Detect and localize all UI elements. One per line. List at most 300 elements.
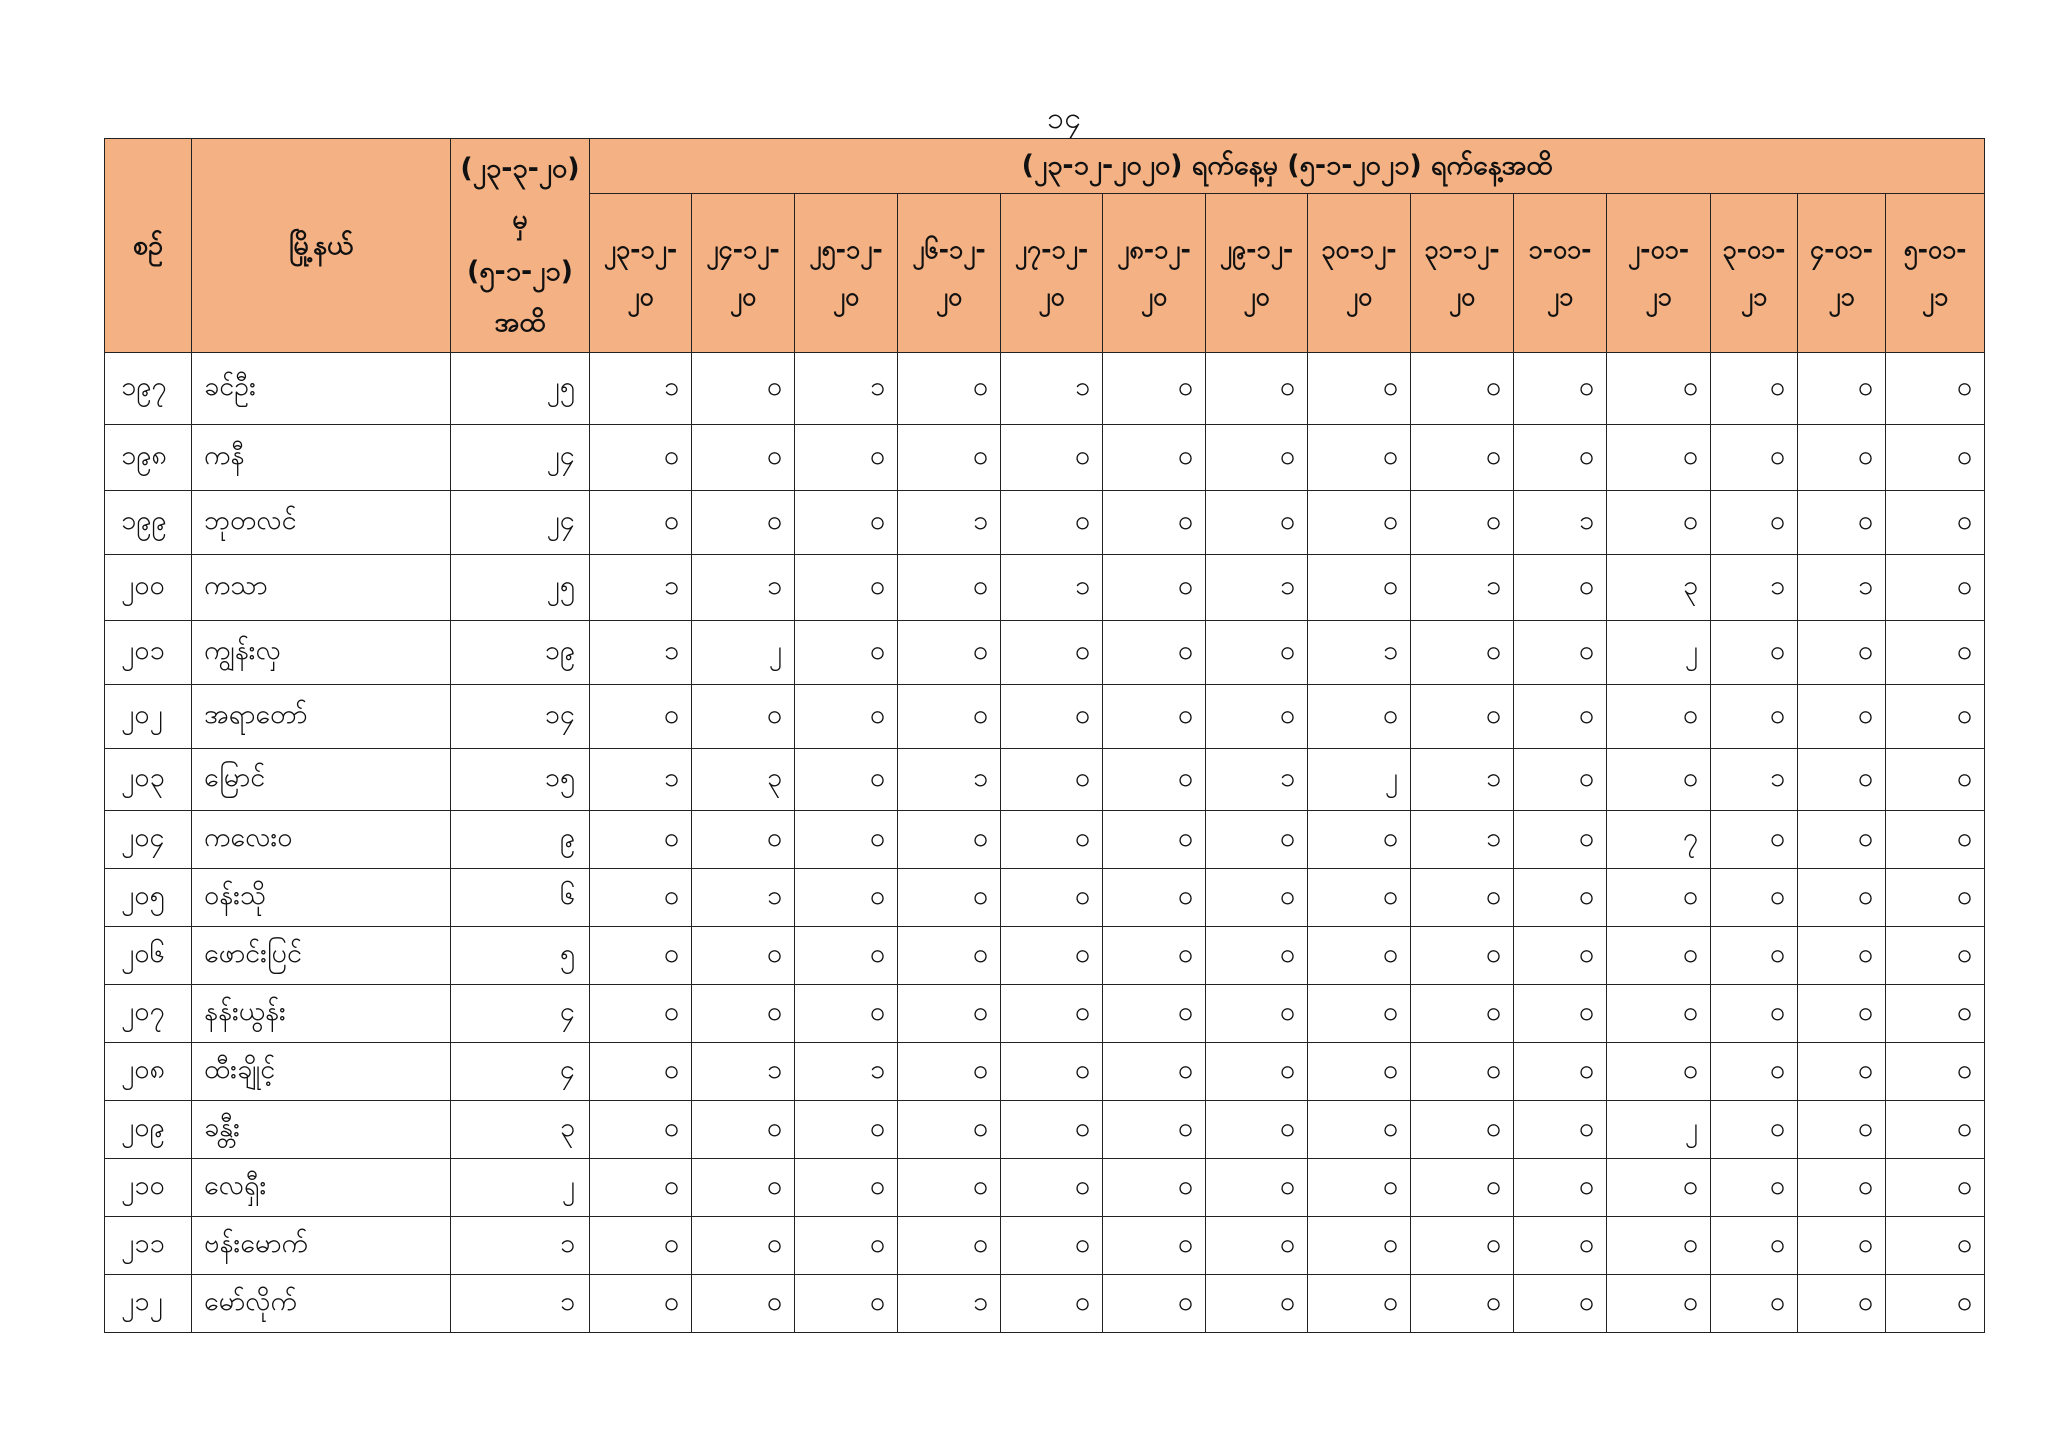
- township-cell: နန်းယွန်း: [192, 985, 451, 1043]
- daily-count-cell: ၀: [1607, 491, 1711, 555]
- township-cell: ကျွန်းလှ: [192, 621, 451, 685]
- table-row: [105, 425, 1985, 491]
- daily-count-cell: ၀: [1308, 685, 1411, 749]
- daily-count-cell: ၀: [1886, 685, 1985, 749]
- township-header: မြို့နယ်: [192, 139, 451, 353]
- date-header: [590, 194, 692, 353]
- daily-count-cell: ၀: [1514, 869, 1607, 927]
- serial-cell: ၂၀၂: [105, 685, 192, 749]
- daily-count-cell: ၀: [1798, 491, 1886, 555]
- date-header-line: ၂၇-၁၂-: [1014, 234, 1089, 264]
- table-row: [105, 1275, 1985, 1333]
- daily-count-cell: ၀: [1001, 685, 1103, 749]
- daily-count-cell: ၀: [1886, 425, 1985, 491]
- daily-count-cell: ၇: [1607, 811, 1711, 869]
- daily-count-cell: ၀: [692, 491, 795, 555]
- daily-count-cell: ၀: [1308, 927, 1411, 985]
- daily-count-cell: ၀: [795, 1159, 898, 1217]
- daily-count-cell: ၀: [692, 1275, 795, 1333]
- date-header-line: ၂၃-၁၂-: [603, 234, 678, 264]
- daily-count-cell: ၀: [590, 869, 692, 927]
- daily-count-cell: ၀: [590, 1159, 692, 1217]
- daily-count-cell: ၀: [1798, 869, 1886, 927]
- daily-count-cell: ၁: [1411, 555, 1514, 621]
- daily-count-cell: ၀: [1798, 985, 1886, 1043]
- daily-count-cell: ၀: [692, 985, 795, 1043]
- daily-count-cell: ၀: [1798, 927, 1886, 985]
- daily-count-cell: ၀: [1607, 985, 1711, 1043]
- table-row: [105, 491, 1985, 555]
- daily-count-cell: ၀: [1308, 1275, 1411, 1333]
- daily-count-cell: ၀: [590, 927, 692, 985]
- daily-count-cell: ၀: [1886, 1043, 1985, 1101]
- daily-count-cell: ၀: [1308, 1043, 1411, 1101]
- daily-count-cell: ၀: [1514, 985, 1607, 1043]
- total-cell: ၁၄: [451, 685, 590, 749]
- table-row: [105, 811, 1985, 869]
- daily-count-cell: ၀: [1711, 685, 1798, 749]
- daily-count-cell: ၀: [1001, 811, 1103, 869]
- daily-count-cell: ၀: [590, 1101, 692, 1159]
- total-cell: ၅: [451, 927, 590, 985]
- daily-count-cell: ၀: [1308, 491, 1411, 555]
- daily-count-cell: ၀: [1001, 927, 1103, 985]
- date-header: [1711, 194, 1798, 353]
- date-header: [1886, 194, 1985, 353]
- daily-count-cell: ၀: [1206, 353, 1308, 425]
- daily-count-cell: ၀: [898, 985, 1001, 1043]
- daily-count-cell: ၀: [1711, 491, 1798, 555]
- daily-count-cell: ၂: [1607, 621, 1711, 685]
- daily-count-cell: ၀: [795, 1101, 898, 1159]
- total-header-line: (၂၃-၃-၂၀): [460, 152, 580, 184]
- daily-count-cell: ၀: [1103, 985, 1206, 1043]
- daily-count-cell: ၀: [1411, 927, 1514, 985]
- daily-count-cell: ၁: [1001, 555, 1103, 621]
- daily-count-cell: ၀: [692, 1101, 795, 1159]
- daily-count-cell: ၀: [1411, 1217, 1514, 1275]
- table-row: [105, 685, 1985, 749]
- daily-count-cell: ၀: [1711, 1043, 1798, 1101]
- daily-count-cell: ၀: [1886, 1275, 1985, 1333]
- covid-cases-table: [104, 138, 1985, 1333]
- date-header-line: ၂-၀၁-: [1627, 234, 1690, 264]
- daily-count-cell: ၁: [795, 353, 898, 425]
- date-header-line: ၂၄-၁၂-: [706, 234, 780, 264]
- date-header: [1411, 194, 1514, 353]
- daily-count-cell: ၀: [1103, 353, 1206, 425]
- daily-count-cell: ၀: [1308, 555, 1411, 621]
- period-header: (၂၃-၁၂-၂၀၂၀) ရက်နေ့မှ (၅-၁-၂၀၂၁) ရက်နေ့အထိ: [590, 139, 1985, 194]
- table-row: [105, 621, 1985, 685]
- daily-count-cell: ၀: [1798, 749, 1886, 811]
- date-header: [692, 194, 795, 353]
- daily-count-cell: ၀: [898, 1043, 1001, 1101]
- daily-count-cell: ၀: [1798, 425, 1886, 491]
- page-number: ၁၄: [1047, 101, 1081, 136]
- daily-count-cell: ၀: [1607, 1043, 1711, 1101]
- serial-cell: ၂၀၃: [105, 749, 192, 811]
- daily-count-cell: ၀: [795, 1217, 898, 1275]
- daily-count-cell: ၀: [1206, 1101, 1308, 1159]
- daily-count-cell: ၀: [1886, 491, 1985, 555]
- township-cell: လေရှီး: [192, 1159, 451, 1217]
- date-header: [1308, 194, 1411, 353]
- daily-count-cell: ၀: [1103, 425, 1206, 491]
- daily-count-cell: ၀: [898, 685, 1001, 749]
- daily-count-cell: ၁: [1711, 749, 1798, 811]
- daily-count-cell: ၀: [590, 1043, 692, 1101]
- daily-count-cell: ၀: [1514, 1275, 1607, 1333]
- daily-count-cell: ၀: [1711, 811, 1798, 869]
- daily-count-cell: ၀: [1103, 1101, 1206, 1159]
- total-cell: ၄: [451, 1043, 590, 1101]
- daily-count-cell: ၀: [1001, 621, 1103, 685]
- daily-count-cell: ၀: [1103, 1217, 1206, 1275]
- serial-cell: ၂၀၄: [105, 811, 192, 869]
- daily-count-cell: ၀: [590, 1275, 692, 1333]
- daily-count-cell: ၀: [1411, 869, 1514, 927]
- total-cell: ၂၄: [451, 491, 590, 555]
- date-header-line: ၂၀: [1243, 282, 1270, 311]
- daily-count-cell: ၀: [1886, 749, 1985, 811]
- daily-count-cell: ၀: [692, 1217, 795, 1275]
- daily-count-cell: ၀: [1607, 869, 1711, 927]
- daily-count-cell: ၀: [1001, 1101, 1103, 1159]
- daily-count-cell: ၀: [1411, 1159, 1514, 1217]
- township-cell: ဝန်းသို: [192, 869, 451, 927]
- daily-count-cell: ၁: [1514, 491, 1607, 555]
- daily-count-cell: ၀: [898, 869, 1001, 927]
- daily-count-cell: ၀: [1103, 749, 1206, 811]
- daily-count-cell: ၀: [898, 1101, 1001, 1159]
- daily-count-cell: ၀: [590, 1217, 692, 1275]
- township-cell: မြောင်: [192, 749, 451, 811]
- total-cell: ၂၄: [451, 425, 590, 491]
- daily-count-cell: ၀: [1798, 1159, 1886, 1217]
- township-cell: ဗန်းမောက်: [192, 1217, 451, 1275]
- total-header-line: (၅-၁-၂၁): [467, 255, 573, 287]
- total-cell: ၂၅: [451, 353, 590, 425]
- daily-count-cell: ၀: [1798, 353, 1886, 425]
- daily-count-cell: ၀: [898, 1217, 1001, 1275]
- daily-count-cell: ၁: [1798, 555, 1886, 621]
- serial-cell: ၂၀၁: [105, 621, 192, 685]
- total-cell: ၁၉: [451, 621, 590, 685]
- daily-count-cell: ၀: [1798, 811, 1886, 869]
- daily-count-cell: ၀: [1798, 621, 1886, 685]
- date-header-line: ၃၀-၁၂-: [1321, 234, 1397, 264]
- daily-count-cell: ၀: [1607, 425, 1711, 491]
- daily-count-cell: ၀: [1206, 621, 1308, 685]
- daily-count-cell: ၁: [590, 749, 692, 811]
- daily-count-cell: ၀: [898, 555, 1001, 621]
- daily-count-cell: ၁: [590, 555, 692, 621]
- daily-count-cell: ၀: [898, 811, 1001, 869]
- daily-count-cell: ၁: [1001, 353, 1103, 425]
- total-cell: ၄: [451, 985, 590, 1043]
- serial-cell: ၂၀၇: [105, 985, 192, 1043]
- date-header-line: ၂၀: [729, 282, 757, 311]
- table-row: [105, 1217, 1985, 1275]
- daily-count-cell: ၀: [590, 811, 692, 869]
- daily-count-cell: ၂: [1607, 1101, 1711, 1159]
- daily-count-cell: ၁: [1411, 811, 1514, 869]
- daily-count-cell: ၀: [1411, 985, 1514, 1043]
- daily-count-cell: ၀: [1308, 1217, 1411, 1275]
- township-cell: ခန္တီး: [192, 1101, 451, 1159]
- date-header-line: ၂၁: [1546, 282, 1574, 311]
- daily-count-cell: ၀: [1607, 927, 1711, 985]
- date-header-line: ၂၆-၁၂-: [912, 234, 986, 264]
- daily-count-cell: ၀: [795, 555, 898, 621]
- daily-count-cell: ၀: [1798, 1101, 1886, 1159]
- daily-count-cell: ၁: [590, 621, 692, 685]
- daily-count-cell: ၀: [1514, 1159, 1607, 1217]
- daily-count-cell: ၀: [1711, 869, 1798, 927]
- total-header-line: အထိ: [494, 306, 546, 338]
- daily-count-cell: ၁: [1206, 555, 1308, 621]
- table-row: [105, 749, 1985, 811]
- daily-count-cell: ၀: [1607, 685, 1711, 749]
- daily-count-cell: ၀: [1411, 685, 1514, 749]
- daily-count-cell: ၀: [692, 927, 795, 985]
- date-header-line: ၃-၀၁-: [1722, 234, 1786, 264]
- serial-header: စဉ်: [105, 139, 192, 353]
- daily-count-cell: ၁: [1711, 555, 1798, 621]
- daily-count-cell: ၀: [1711, 621, 1798, 685]
- table-row: [105, 353, 1985, 425]
- daily-count-cell: ၀: [1711, 1217, 1798, 1275]
- daily-count-cell: ၀: [1886, 869, 1985, 927]
- serial-cell: ၂၀၆: [105, 927, 192, 985]
- daily-count-cell: ၀: [1206, 1217, 1308, 1275]
- daily-count-cell: ၀: [1886, 621, 1985, 685]
- daily-count-cell: ၀: [1514, 555, 1607, 621]
- daily-count-cell: ၀: [1308, 1101, 1411, 1159]
- table-row: [105, 869, 1985, 927]
- daily-count-cell: ၀: [1411, 1275, 1514, 1333]
- daily-count-cell: ၀: [1711, 425, 1798, 491]
- daily-count-cell: ၁: [898, 491, 1001, 555]
- serial-cell: ၁၉၈: [105, 425, 192, 491]
- daily-count-cell: ၀: [1607, 1159, 1711, 1217]
- serial-cell: ၁၉၇: [105, 353, 192, 425]
- date-header: [1798, 194, 1886, 353]
- serial-cell: ၂၀၈: [105, 1043, 192, 1101]
- township-cell: အရာတော်: [192, 685, 451, 749]
- daily-count-cell: ၃: [692, 749, 795, 811]
- date-header-line: ၂၅-၁၂-: [809, 234, 883, 264]
- daily-count-cell: ၀: [1001, 1159, 1103, 1217]
- daily-count-cell: ၀: [1411, 425, 1514, 491]
- daily-count-cell: ၁: [795, 1043, 898, 1101]
- daily-count-cell: ၀: [1001, 749, 1103, 811]
- daily-count-cell: ၀: [1886, 353, 1985, 425]
- daily-count-cell: ၀: [1103, 1043, 1206, 1101]
- serial-cell: ၂၁၂: [105, 1275, 192, 1333]
- total-header: [451, 139, 590, 353]
- daily-count-cell: ၀: [692, 425, 795, 491]
- daily-count-cell: ၀: [898, 353, 1001, 425]
- daily-count-cell: ၀: [1886, 985, 1985, 1043]
- total-cell: ၉: [451, 811, 590, 869]
- daily-count-cell: ၀: [1514, 749, 1607, 811]
- date-header-line: ၂၀: [627, 282, 654, 311]
- date-header-line: ၂၀: [832, 282, 860, 311]
- daily-count-cell: ၀: [1514, 425, 1607, 491]
- date-header: [795, 194, 898, 353]
- daily-count-cell: ၀: [1886, 1159, 1985, 1217]
- date-header-line: ၂၀: [935, 282, 963, 311]
- date-header-line: ၂၁: [1828, 282, 1855, 311]
- daily-count-cell: ၀: [1411, 1043, 1514, 1101]
- total-cell: ၂၅: [451, 555, 590, 621]
- township-cell: ဘုတလင်: [192, 491, 451, 555]
- daily-count-cell: ၀: [1308, 811, 1411, 869]
- daily-count-cell: ၀: [1607, 1217, 1711, 1275]
- total-cell: ၆: [451, 869, 590, 927]
- total-header-line: မှ: [512, 204, 528, 236]
- daily-count-cell: ၀: [1308, 869, 1411, 927]
- table-body: [105, 353, 1985, 1333]
- daily-count-cell: ၀: [1206, 811, 1308, 869]
- table-row: [105, 555, 1985, 621]
- table-row: [105, 1043, 1985, 1101]
- daily-count-cell: ၀: [1411, 621, 1514, 685]
- daily-count-cell: ၀: [795, 985, 898, 1043]
- daily-count-cell: ၀: [1798, 1275, 1886, 1333]
- daily-count-cell: ၀: [1308, 425, 1411, 491]
- daily-count-cell: ၀: [1711, 353, 1798, 425]
- daily-count-cell: ၀: [1206, 425, 1308, 491]
- daily-count-cell: ၁: [1206, 749, 1308, 811]
- date-header-line: ၂၀: [1448, 282, 1476, 311]
- date-header-line: ၄-၀၁-: [1810, 234, 1873, 264]
- daily-count-cell: ၀: [795, 927, 898, 985]
- date-header: [1514, 194, 1607, 353]
- daily-count-cell: ၀: [1514, 1101, 1607, 1159]
- date-header-line: ၂၀: [1345, 282, 1373, 311]
- daily-count-cell: ၀: [1711, 1101, 1798, 1159]
- daily-count-cell: ၀: [1001, 985, 1103, 1043]
- daily-count-cell: ၀: [898, 621, 1001, 685]
- daily-count-cell: ၀: [1886, 927, 1985, 985]
- daily-count-cell: ၁: [1411, 749, 1514, 811]
- daily-count-cell: ၃: [1607, 555, 1711, 621]
- daily-count-cell: ၀: [1103, 1275, 1206, 1333]
- daily-count-cell: ၁: [692, 1043, 795, 1101]
- daily-count-cell: ၀: [692, 685, 795, 749]
- date-header: [1607, 194, 1711, 353]
- daily-count-cell: ၀: [1206, 685, 1308, 749]
- total-cell: ၁: [451, 1217, 590, 1275]
- township-cell: ထီးချိုင့်: [192, 1043, 451, 1101]
- serial-cell: ၂၀၀: [105, 555, 192, 621]
- daily-count-cell: ၀: [795, 685, 898, 749]
- daily-count-cell: ၀: [1001, 1275, 1103, 1333]
- total-cell: ၁၅: [451, 749, 590, 811]
- date-header: [1001, 194, 1103, 353]
- daily-count-cell: ၀: [1308, 985, 1411, 1043]
- daily-count-cell: ၀: [590, 985, 692, 1043]
- serial-cell: ၂၁၁: [105, 1217, 192, 1275]
- daily-count-cell: ၀: [1308, 1159, 1411, 1217]
- daily-count-cell: ၀: [1206, 1043, 1308, 1101]
- daily-count-cell: ၀: [1711, 1275, 1798, 1333]
- daily-count-cell: ၀: [1607, 749, 1711, 811]
- daily-count-cell: ၀: [1798, 1043, 1886, 1101]
- table-header: [105, 139, 1985, 353]
- table-row: [105, 1159, 1985, 1217]
- serial-cell: ၂၀၅: [105, 869, 192, 927]
- date-header-line: ၃၁-၁၂-: [1424, 234, 1500, 264]
- daily-count-cell: ၀: [1514, 811, 1607, 869]
- table-row: [105, 985, 1985, 1043]
- daily-count-cell: ၀: [1103, 869, 1206, 927]
- date-header-line: ၂၁: [1740, 282, 1768, 311]
- daily-count-cell: ၀: [1886, 1217, 1985, 1275]
- daily-count-cell: ၀: [1886, 555, 1985, 621]
- daily-count-cell: ၁: [692, 869, 795, 927]
- daily-count-cell: ၀: [1514, 1043, 1607, 1101]
- daily-count-cell: ၀: [1206, 985, 1308, 1043]
- date-header-line: ၂၁: [1921, 282, 1949, 311]
- daily-count-cell: ၀: [692, 811, 795, 869]
- daily-count-cell: ၀: [1607, 1275, 1711, 1333]
- daily-count-cell: ၀: [795, 869, 898, 927]
- daily-count-cell: ၀: [590, 685, 692, 749]
- daily-count-cell: ၀: [898, 425, 1001, 491]
- daily-count-cell: ၀: [795, 811, 898, 869]
- daily-count-cell: ၀: [1798, 685, 1886, 749]
- table-row: [105, 1101, 1985, 1159]
- daily-count-cell: ၀: [590, 491, 692, 555]
- daily-count-cell: ၀: [1206, 1159, 1308, 1217]
- serial-cell: ၂၁၀: [105, 1159, 192, 1217]
- daily-count-cell: ၀: [1001, 425, 1103, 491]
- date-header-line: ၂၀: [1140, 282, 1168, 311]
- serial-cell: ၂၀၉: [105, 1101, 192, 1159]
- township-cell: မော်လိုက်: [192, 1275, 451, 1333]
- daily-count-cell: ၀: [1206, 491, 1308, 555]
- daily-count-cell: ၀: [1411, 353, 1514, 425]
- daily-count-cell: ၀: [1514, 685, 1607, 749]
- date-header-line: ၁-၀၁-: [1528, 234, 1592, 264]
- daily-count-cell: ၀: [1001, 869, 1103, 927]
- date-header-line: ၂၀: [1038, 282, 1065, 311]
- daily-count-cell: ၀: [1001, 1043, 1103, 1101]
- daily-count-cell: ၀: [1607, 353, 1711, 425]
- daily-count-cell: ၀: [692, 1159, 795, 1217]
- township-cell: ကလေးဝ: [192, 811, 451, 869]
- daily-count-cell: ၀: [1886, 1101, 1985, 1159]
- daily-count-cell: ၀: [1206, 927, 1308, 985]
- daily-count-cell: ၀: [1103, 685, 1206, 749]
- daily-count-cell: ၀: [1103, 621, 1206, 685]
- township-cell: ခင်ဦး: [192, 353, 451, 425]
- daily-count-cell: ၁: [898, 749, 1001, 811]
- table-row: [105, 927, 1985, 985]
- daily-count-cell: ၀: [692, 353, 795, 425]
- daily-count-cell: ၀: [1411, 491, 1514, 555]
- daily-count-cell: ၀: [1886, 811, 1985, 869]
- township-cell: ဖောင်းပြင်: [192, 927, 451, 985]
- date-header-line: ၂၉-၁၂-: [1219, 234, 1294, 264]
- daily-count-cell: ၁: [692, 555, 795, 621]
- daily-count-cell: ၀: [1103, 811, 1206, 869]
- daily-count-cell: ၀: [1711, 1159, 1798, 1217]
